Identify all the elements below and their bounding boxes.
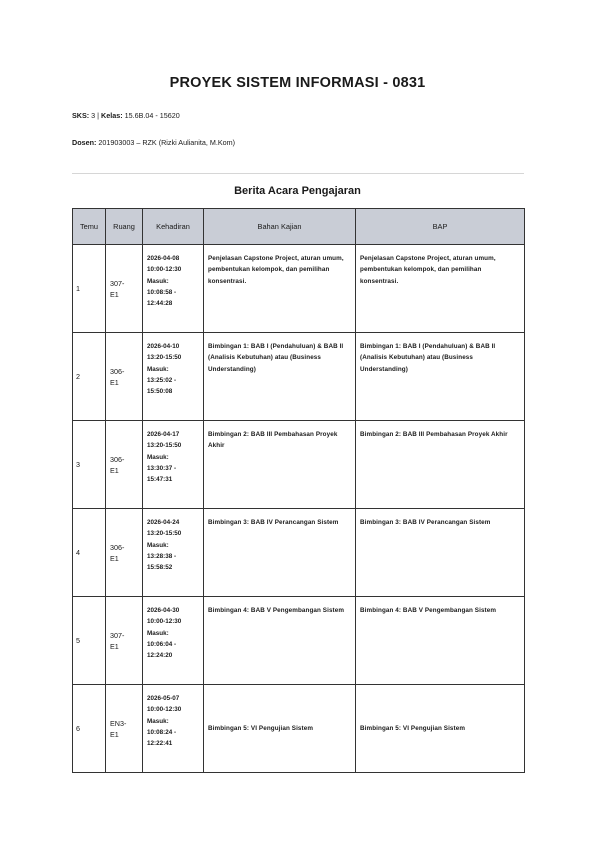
table-row	[73, 245, 525, 333]
cell-temu: 3	[73, 421, 106, 509]
page-title: PROYEK SISTEM INFORMASI - 0831	[169, 75, 426, 91]
cell-ruang: 306- E1	[106, 421, 143, 509]
section-title: Berita Acara Pengajaran	[234, 185, 361, 197]
table-row	[73, 509, 525, 597]
col-header-ruang: Ruang	[106, 209, 143, 245]
cell-temu: 2	[73, 333, 106, 421]
course-info	[72, 111, 180, 120]
table-row	[73, 685, 525, 773]
cell-bahan-kajian: Bimbingan 5: VI Pengujian Sistem	[204, 685, 356, 773]
cell-temu: 5	[73, 597, 106, 685]
cell-temu: 1	[73, 245, 106, 333]
teaching-record-table	[72, 208, 525, 773]
lecturer-info	[72, 138, 235, 147]
cell-temu: 6	[73, 685, 106, 773]
cell-bap: Bimbingan 5: VI Pengujian Sistem	[356, 685, 525, 773]
kelas-value: 15.6B.04 - 15620	[122, 111, 180, 120]
cell-ruang: 307- E1	[106, 597, 143, 685]
cell-bap: Bimbingan 3: BAB IV Perancangan Sistem	[356, 509, 525, 597]
cell-bahan-kajian: Bimbingan 1: BAB I (Pendahuluan) & BAB II (Analisis Kebutuhan) atau (Business Understanding)	[204, 333, 356, 421]
col-header-temu: Temu	[73, 209, 106, 245]
cell-temu: 4	[73, 509, 106, 597]
cell-kehadiran: 2026-04-30 10:00-12:30 Masuk: 10:06:04 - 12:24:20	[143, 597, 204, 685]
cell-bahan-kajian: Bimbingan 3: BAB IV Perancangan Sistem	[204, 509, 356, 597]
cell-bap: Penjelasan Capstone Project, aturan umum, pembentukan kelompok, dan pemilihan konsentrasi.	[356, 245, 525, 333]
cell-bap: Bimbingan 1: BAB I (Pendahuluan) & BAB II (Analisis Kebutuhan) atau (Business Understanding)	[356, 333, 525, 421]
cell-bahan-kajian: Bimbingan 2: BAB III Pembahasan Proyek Akhir	[204, 421, 356, 509]
cell-kehadiran: 2026-04-10 13:20-15:50 Masuk: 13:25:02 - 15:50:08	[143, 333, 204, 421]
cell-ruang: 306- E1	[106, 333, 143, 421]
sks-value: 3 |	[89, 111, 102, 120]
cell-ruang: 307- E1	[106, 245, 143, 333]
col-header-bap: BAP	[356, 209, 525, 245]
cell-kehadiran: 2026-04-24 13:20-15:50 Masuk: 13:28:38 - 15:58:52	[143, 509, 204, 597]
cell-bap: Bimbingan 4: BAB V Pengembangan Sistem	[356, 597, 525, 685]
table-row	[73, 597, 525, 685]
kelas-label: Kelas:	[101, 111, 123, 120]
table-row	[73, 421, 525, 509]
dosen-value: 201903003 – RZK (Rizki Aulianita, M.Kom)	[96, 138, 235, 147]
cell-bahan-kajian: Bimbingan 4: BAB V Pengembangan Sistem	[204, 597, 356, 685]
dosen-label: Dosen:	[72, 138, 97, 147]
cell-bap: Bimbingan 2: BAB III Pembahasan Proyek Akhir	[356, 421, 525, 509]
cell-kehadiran: 2026-04-08 10:00-12:30 Masuk: 10:08:58 - 12:44:28	[143, 245, 204, 333]
cell-kehadiran: 2026-04-17 13:20-15:50 Masuk: 13:30:37 - 15:47:31	[143, 421, 204, 509]
cell-ruang: EN3- E1	[106, 685, 143, 773]
col-header-kehadiran: Kehadiran	[143, 209, 204, 245]
cell-bahan-kajian: Penjelasan Capstone Project, aturan umum, pembentukan kelompok, dan pemilihan konsentrasi.	[204, 245, 356, 333]
table-header-row	[73, 209, 525, 245]
cell-ruang: 306- E1	[106, 509, 143, 597]
table-row	[73, 333, 525, 421]
divider	[72, 173, 524, 174]
col-header-bahan-kajian: Bahan Kajian	[204, 209, 356, 245]
sks-label: SKS:	[72, 111, 90, 120]
cell-kehadiran: 2026-05-07 10:00-12:30 Masuk: 10:08:24 - 12:22:41	[143, 685, 204, 773]
